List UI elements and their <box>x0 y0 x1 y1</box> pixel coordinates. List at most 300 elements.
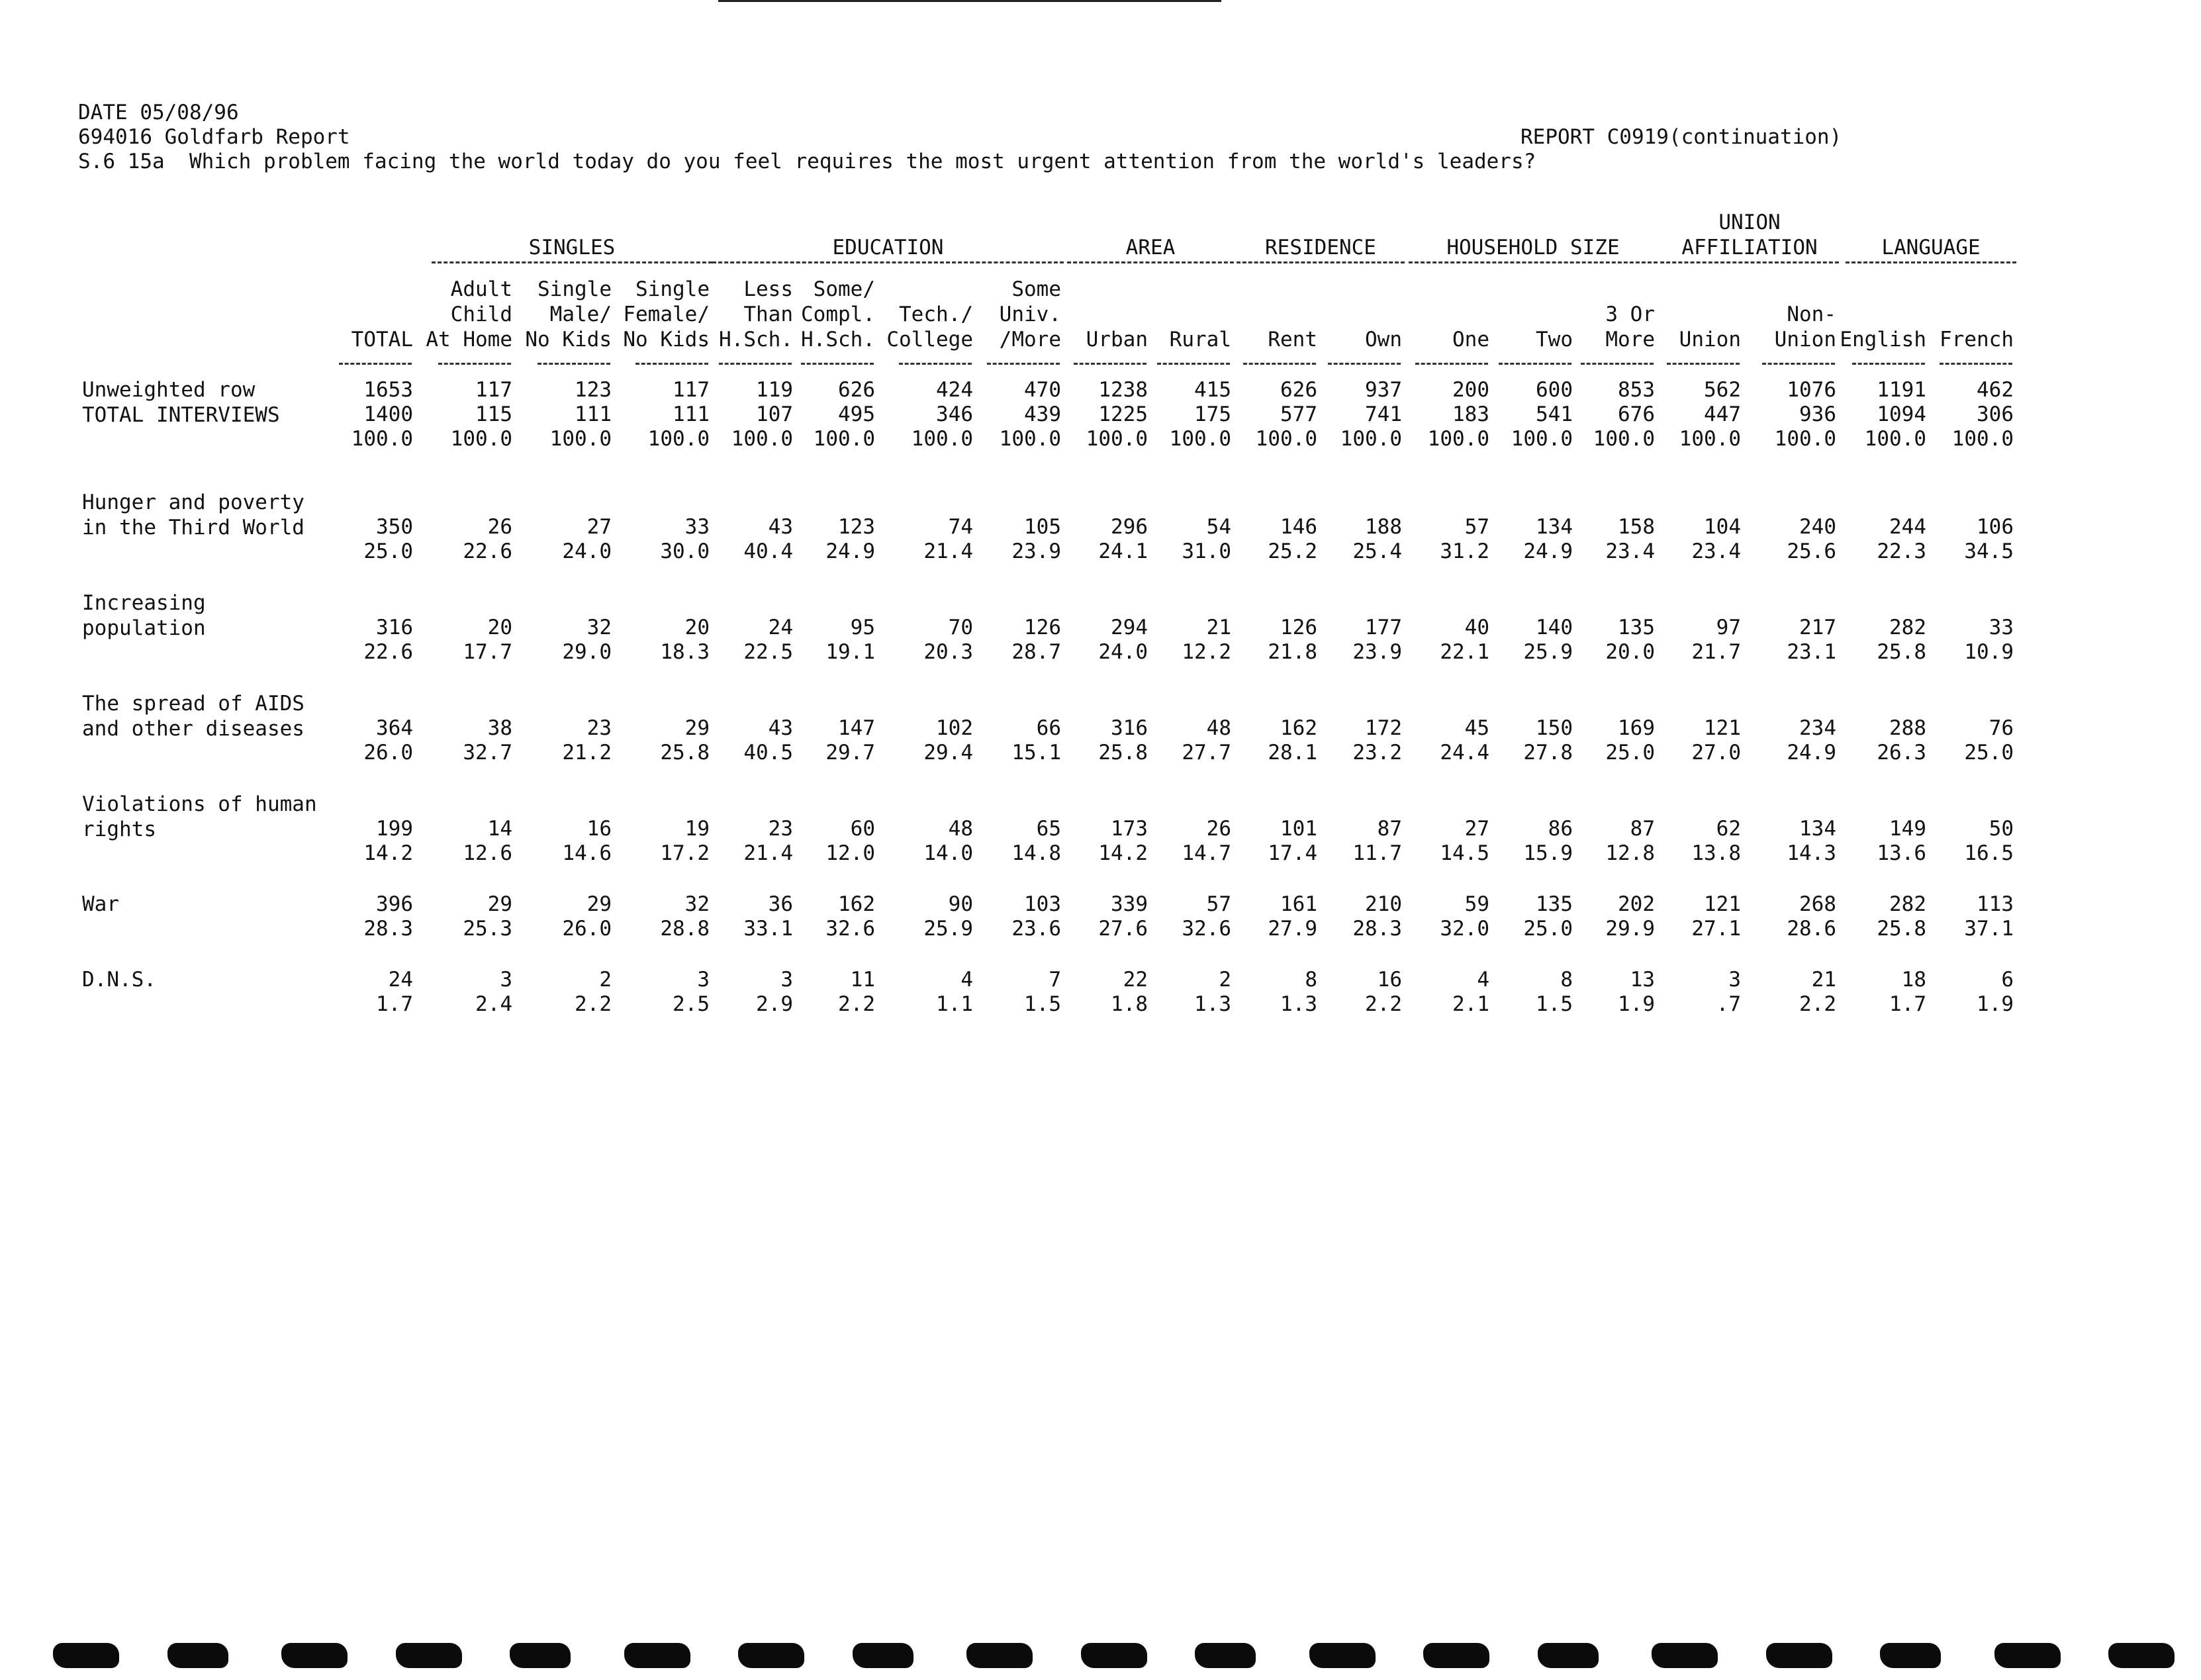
table-cell: 23 <box>768 817 793 841</box>
table-cell: 95 <box>850 616 875 639</box>
table-cell: 13 <box>1630 968 1655 992</box>
column-header: Some/ Compl. H.Sch. <box>801 277 875 351</box>
column-header-underline <box>801 363 874 365</box>
table-cell: 27 <box>1464 817 1489 841</box>
table-cell: 350 <box>376 515 413 539</box>
perforation-hole <box>167 1643 228 1668</box>
table-cell: 1.9 <box>1618 992 1655 1016</box>
table-cell: 1.5 <box>1536 992 1573 1016</box>
group-singles: SINGLES <box>528 236 616 259</box>
table-cell: 470 <box>1024 378 1061 402</box>
table-cell: 2.1 <box>1452 992 1489 1016</box>
perforation-hole <box>1309 1643 1376 1668</box>
table-cell: 23.4 <box>1691 539 1741 563</box>
table-cell: 22 <box>1123 968 1148 992</box>
column-header: TOTAL <box>351 328 413 351</box>
column-header: Adult Child At Home <box>426 277 512 351</box>
table-cell: 25.2 <box>1268 539 1317 563</box>
table-cell: 24.1 <box>1098 539 1148 563</box>
table-cell: 26.0 <box>562 917 612 941</box>
table-cell: 100.0 <box>1086 427 1148 451</box>
table-cell: 626 <box>838 378 875 402</box>
table-cell: 115 <box>475 402 512 426</box>
table-cell: 14.0 <box>923 841 973 865</box>
table-cell: 24.0 <box>1098 640 1148 664</box>
perforation-hole <box>1652 1643 1718 1668</box>
table-cell: 17.2 <box>660 841 710 865</box>
perforation-hole <box>1766 1643 1832 1668</box>
table-cell: 26.3 <box>1877 741 1926 765</box>
column-header-underline <box>987 363 1060 365</box>
table-cell: 103 <box>1024 892 1061 916</box>
table-cell: 14.8 <box>1011 841 1061 865</box>
table-cell: 20.0 <box>1605 640 1655 664</box>
table-cell: 57 <box>1464 515 1489 539</box>
table-cell: 66 <box>1036 716 1061 740</box>
table-cell: 31.2 <box>1440 539 1489 563</box>
row-label: The spread of AIDS and other diseases <box>82 692 304 741</box>
table-cell: 100.0 <box>813 427 875 451</box>
table-cell: 21.8 <box>1268 640 1317 664</box>
table-cell: 146 <box>1280 515 1317 539</box>
row-label: Hunger and poverty in the Third World <box>82 490 304 539</box>
table-cell: 40.4 <box>743 539 793 563</box>
column-header: Tech./ College <box>886 303 973 351</box>
table-cell: 25.6 <box>1787 539 1836 563</box>
table-cell: 27.7 <box>1182 741 1231 765</box>
column-header: Urban <box>1086 328 1148 351</box>
table-cell: 183 <box>1452 402 1489 426</box>
table-cell: 937 <box>1365 378 1402 402</box>
table-cell: 2.2 <box>1799 992 1836 1016</box>
table-cell: 100.0 <box>911 427 973 451</box>
group-residence-underline <box>1237 261 1405 263</box>
table-cell: 28.1 <box>1268 741 1317 765</box>
table-cell: 90 <box>948 892 973 916</box>
table-cell: 100.0 <box>450 427 512 451</box>
table-cell: 100.0 <box>1511 427 1573 451</box>
table-cell: 21.4 <box>743 841 793 865</box>
table-cell: 158 <box>1618 515 1655 539</box>
table-cell: 562 <box>1704 378 1741 402</box>
group-residence: RESIDENCE <box>1265 236 1376 259</box>
table-cell: 11.7 <box>1352 841 1402 865</box>
table-cell: 21.7 <box>1691 640 1741 664</box>
table-cell: 24.9 <box>1787 741 1836 765</box>
table-cell: 2 <box>1219 968 1231 992</box>
table-cell: 43 <box>768 716 793 740</box>
group-union-affiliation: UNION AFFILIATION <box>1681 210 1818 259</box>
table-cell: 936 <box>1799 402 1836 426</box>
table-cell: 162 <box>838 892 875 916</box>
table-cell: 126 <box>1024 616 1061 639</box>
table-cell: 2.4 <box>475 992 512 1016</box>
perforation-hole <box>1994 1643 2061 1668</box>
table-cell: 100.0 <box>999 427 1061 451</box>
table-cell: 20 <box>684 616 710 639</box>
table-cell: 4 <box>1477 968 1489 992</box>
table-cell: 244 <box>1889 515 1926 539</box>
table-cell: 1400 <box>363 402 413 426</box>
table-cell: 626 <box>1280 378 1317 402</box>
table-cell: 27 <box>586 515 612 539</box>
table-cell: 100.0 <box>1951 427 2014 451</box>
table-cell: 14.2 <box>1098 841 1148 865</box>
table-cell: 27.0 <box>1691 741 1741 765</box>
table-cell: 23.4 <box>1605 539 1655 563</box>
table-cell: 1.8 <box>1111 992 1148 1016</box>
table-cell: 22.3 <box>1877 539 1926 563</box>
perforation-hole <box>2108 1643 2175 1668</box>
table-cell: 24.9 <box>825 539 875 563</box>
table-cell: 175 <box>1194 402 1231 426</box>
column-header-underline <box>339 363 412 365</box>
table-cell: 105 <box>1024 515 1061 539</box>
table-cell: 11 <box>850 968 875 992</box>
table-cell: 8 <box>1305 968 1317 992</box>
table-cell: 495 <box>838 402 875 426</box>
table-cell: 17.4 <box>1268 841 1317 865</box>
group-union-affiliation-underline <box>1660 261 1839 263</box>
table-cell: 741 <box>1365 402 1402 426</box>
table-cell: 57 <box>1206 892 1231 916</box>
table-cell: 15.1 <box>1011 741 1061 765</box>
column-header-underline <box>438 363 511 365</box>
column-header-underline <box>1581 363 1654 365</box>
report-id: REPORT C0919(continuation) <box>1521 125 1842 149</box>
row-label: D.N.S. <box>82 968 156 992</box>
table-cell: 676 <box>1618 402 1655 426</box>
table-cell: 3 <box>780 968 793 992</box>
table-cell: 1.9 <box>1977 992 2014 1016</box>
perforation-hole <box>1195 1643 1256 1668</box>
table-cell: 87 <box>1630 817 1655 841</box>
table-cell: 23.2 <box>1352 741 1402 765</box>
table-cell: 2.2 <box>838 992 875 1016</box>
column-header: Rural <box>1169 328 1231 351</box>
table-cell: 12.2 <box>1182 640 1231 664</box>
table-cell: 1.7 <box>1889 992 1926 1016</box>
table-cell: 577 <box>1280 402 1317 426</box>
table-cell: 202 <box>1618 892 1655 916</box>
perforation-hole <box>624 1643 690 1668</box>
table-cell: 18 <box>1901 968 1926 992</box>
column-header: French <box>1940 328 2014 351</box>
table-cell: 364 <box>376 716 413 740</box>
table-cell: 140 <box>1536 616 1573 639</box>
table-cell: 70 <box>948 616 973 639</box>
row-label: Increasing population <box>82 591 206 640</box>
table-cell: 32.6 <box>825 917 875 941</box>
table-cell: 117 <box>475 378 512 402</box>
table-cell: 27.8 <box>1523 741 1573 765</box>
table-cell: 316 <box>1111 716 1148 740</box>
table-cell: 217 <box>1799 616 1836 639</box>
table-cell: 22.5 <box>743 640 793 664</box>
table-cell: 40 <box>1464 616 1489 639</box>
table-cell: 100.0 <box>731 427 793 451</box>
column-header-underline <box>1667 363 1740 365</box>
table-cell: 199 <box>376 817 413 841</box>
table-cell: 45 <box>1464 716 1489 740</box>
table-cell: 150 <box>1536 716 1573 740</box>
group-singles-underline <box>432 261 712 263</box>
table-cell: 24.9 <box>1523 539 1573 563</box>
table-cell: 20.3 <box>923 640 973 664</box>
table-cell: 25.8 <box>1877 917 1926 941</box>
table-cell: 14.2 <box>363 841 413 865</box>
group-education: EDUCATION <box>832 236 944 259</box>
table-cell: 43 <box>768 515 793 539</box>
column-header: One <box>1452 328 1489 351</box>
table-cell: 33.1 <box>743 917 793 941</box>
perforation-hole <box>966 1643 1033 1668</box>
table-cell: 2.2 <box>1365 992 1402 1016</box>
table-cell: 121 <box>1704 892 1741 916</box>
perforation-hole <box>1538 1643 1599 1668</box>
table-cell: 26 <box>1206 817 1231 841</box>
column-header-underline <box>1074 363 1147 365</box>
table-cell: 100.0 <box>1427 427 1489 451</box>
table-cell: 396 <box>376 892 413 916</box>
table-cell: 27.9 <box>1268 917 1317 941</box>
table-cell: 1.5 <box>1024 992 1061 1016</box>
table-cell: 25.0 <box>363 539 413 563</box>
table-cell: 37.1 <box>1964 917 2014 941</box>
table-cell: 135 <box>1536 892 1573 916</box>
column-header-underline <box>1762 363 1835 365</box>
table-cell: 33 <box>1989 616 2014 639</box>
table-cell: 12.6 <box>463 841 512 865</box>
table-cell: 123 <box>838 515 875 539</box>
table-cell: 32.0 <box>1440 917 1489 941</box>
table-cell: 21.2 <box>562 741 612 765</box>
table-cell: 107 <box>756 402 793 426</box>
table-cell: 111 <box>575 402 612 426</box>
table-cell: 29 <box>586 892 612 916</box>
table-cell: 172 <box>1365 716 1402 740</box>
group-language: LANGUAGE <box>1881 236 1981 259</box>
table-cell: 54 <box>1206 515 1231 539</box>
table-cell: 1.7 <box>376 992 413 1016</box>
column-header: Rent <box>1268 328 1317 351</box>
table-cell: 1.3 <box>1194 992 1231 1016</box>
column-header-underline <box>1499 363 1571 365</box>
column-header-underline <box>1852 363 1925 365</box>
column-header-underline <box>1940 363 2012 365</box>
column-header-underline <box>1157 363 1230 365</box>
table-cell: 31.0 <box>1182 539 1231 563</box>
table-cell: 16 <box>586 817 612 841</box>
table-cell: 19 <box>684 817 710 841</box>
table-cell: 288 <box>1889 716 1926 740</box>
table-cell: 50 <box>1989 817 2014 841</box>
table-cell: 34.5 <box>1964 539 2014 563</box>
column-header: Less Than H.Sch. <box>719 277 793 351</box>
table-cell: 24 <box>388 968 413 992</box>
table-cell: 24.0 <box>562 539 612 563</box>
table-cell: 100.0 <box>1864 427 1926 451</box>
table-cell: 29 <box>684 716 710 740</box>
table-cell: 147 <box>838 716 875 740</box>
table-cell: 10.9 <box>1964 640 2014 664</box>
table-cell: 19.1 <box>825 640 875 664</box>
table-cell: 59 <box>1464 892 1489 916</box>
table-cell: 62 <box>1716 817 1741 841</box>
table-cell: 3 <box>500 968 512 992</box>
report-job-title: 694016 Goldfarb Report <box>78 125 350 149</box>
group-education-underline <box>712 261 1064 263</box>
column-header: Single Female/ No Kids <box>623 277 710 351</box>
table-cell: 29.0 <box>562 640 612 664</box>
table-cell: 24.4 <box>1440 741 1489 765</box>
table-cell: 121 <box>1704 716 1741 740</box>
row-label: Unweighted row TOTAL INTERVIEWS <box>82 378 280 427</box>
table-cell: 294 <box>1111 616 1148 639</box>
table-cell: 25.4 <box>1352 539 1402 563</box>
table-cell: 3 <box>697 968 710 992</box>
table-cell: 23 <box>586 716 612 740</box>
table-cell: 2.5 <box>673 992 710 1016</box>
column-header: English <box>1840 328 1926 351</box>
table-cell: 424 <box>936 378 973 402</box>
table-cell: 101 <box>1280 817 1317 841</box>
table-cell: 100.0 <box>1340 427 1402 451</box>
table-cell: 2.9 <box>756 992 793 1016</box>
column-header-underline <box>899 363 972 365</box>
perforation-hole <box>396 1643 462 1668</box>
table-cell: 12.8 <box>1605 841 1655 865</box>
table-cell: 4 <box>960 968 973 992</box>
perforation-hole <box>1423 1643 1489 1668</box>
table-cell: 7 <box>1049 968 1061 992</box>
table-cell: 14.6 <box>562 841 612 865</box>
group-household-size-underline <box>1409 261 1658 263</box>
table-cell: 123 <box>575 378 612 402</box>
table-cell: 188 <box>1365 515 1402 539</box>
table-cell: 161 <box>1280 892 1317 916</box>
table-cell: 22.6 <box>363 640 413 664</box>
table-cell: 32 <box>684 892 710 916</box>
table-cell: 33 <box>684 515 710 539</box>
table-cell: 25.3 <box>463 917 512 941</box>
table-cell: 25.0 <box>1964 741 2014 765</box>
table-cell: 339 <box>1111 892 1148 916</box>
column-header-underline <box>719 363 792 365</box>
table-cell: 20 <box>487 616 512 639</box>
table-cell: 306 <box>1977 402 2014 426</box>
table-cell: 2 <box>599 968 612 992</box>
table-cell: 346 <box>936 402 973 426</box>
table-cell: 18.3 <box>660 640 710 664</box>
table-cell: 25.8 <box>1877 640 1926 664</box>
table-cell: 22.6 <box>463 539 512 563</box>
table-cell: 447 <box>1704 402 1741 426</box>
table-cell: 13.8 <box>1691 841 1741 865</box>
table-cell: 29.4 <box>923 741 973 765</box>
table-cell: 1094 <box>1877 402 1926 426</box>
table-cell: .7 <box>1716 992 1741 1016</box>
table-cell: 32 <box>586 616 612 639</box>
table-cell: 1.3 <box>1280 992 1317 1016</box>
table-cell: 2.2 <box>575 992 612 1016</box>
group-area-underline <box>1067 261 1234 263</box>
column-header-underline <box>1415 363 1488 365</box>
table-cell: 1225 <box>1098 402 1148 426</box>
table-cell: 25.0 <box>1523 917 1573 941</box>
table-cell: 16 <box>1377 968 1402 992</box>
table-cell: 25.9 <box>923 917 973 941</box>
table-cell: 26.0 <box>363 741 413 765</box>
table-cell: 16.5 <box>1964 841 2014 865</box>
perforation-hole <box>281 1643 348 1668</box>
group-language-underline <box>1846 261 2016 263</box>
table-cell: 30.0 <box>660 539 710 563</box>
table-cell: 169 <box>1618 716 1655 740</box>
column-header: Own <box>1365 328 1402 351</box>
table-cell: 162 <box>1280 716 1317 740</box>
table-cell: 60 <box>850 817 875 841</box>
table-cell: 149 <box>1889 817 1926 841</box>
table-cell: 21.4 <box>923 539 973 563</box>
row-label: War <box>82 892 119 916</box>
table-cell: 1238 <box>1098 378 1148 402</box>
table-cell: 134 <box>1799 817 1836 841</box>
table-cell: 36 <box>768 892 793 916</box>
table-cell: 97 <box>1716 616 1741 639</box>
table-cell: 15.9 <box>1523 841 1573 865</box>
perforation-hole <box>510 1643 571 1668</box>
table-cell: 100.0 <box>647 427 710 451</box>
column-header: 3 Or More <box>1605 303 1655 351</box>
table-cell: 32.6 <box>1182 917 1231 941</box>
perforation-hole <box>853 1643 913 1668</box>
table-cell: 282 <box>1889 892 1926 916</box>
table-cell: 268 <box>1799 892 1836 916</box>
table-cell: 6 <box>2001 968 2014 992</box>
table-cell: 23.6 <box>1011 917 1061 941</box>
table-cell: 32.7 <box>463 741 512 765</box>
table-cell: 102 <box>936 716 973 740</box>
table-cell: 28.7 <box>1011 640 1061 664</box>
group-area: AREA <box>1125 236 1176 259</box>
table-cell: 14 <box>487 817 512 841</box>
table-cell: 415 <box>1194 378 1231 402</box>
table-cell: 86 <box>1548 817 1573 841</box>
table-cell: 76 <box>1989 716 2014 740</box>
table-cell: 27.1 <box>1691 917 1741 941</box>
table-cell: 106 <box>1977 515 2014 539</box>
table-cell: 21 <box>1811 968 1836 992</box>
table-cell: 439 <box>1024 402 1061 426</box>
column-header-underline <box>1328 363 1401 365</box>
tractor-feed-perforation <box>0 1635 2201 1680</box>
table-cell: 23.9 <box>1352 640 1402 664</box>
table-cell: 87 <box>1377 817 1402 841</box>
table-cell: 14.5 <box>1440 841 1489 865</box>
table-cell: 134 <box>1536 515 1573 539</box>
column-header-underline <box>1243 363 1316 365</box>
table-cell: 21 <box>1206 616 1231 639</box>
table-cell: 28.6 <box>1787 917 1836 941</box>
table-cell: 12.0 <box>825 841 875 865</box>
table-cell: 13.6 <box>1877 841 1926 865</box>
table-cell: 28.3 <box>1352 917 1402 941</box>
table-cell: 25.0 <box>1605 741 1655 765</box>
table-cell: 296 <box>1111 515 1148 539</box>
table-cell: 200 <box>1452 378 1489 402</box>
table-cell: 119 <box>756 378 793 402</box>
